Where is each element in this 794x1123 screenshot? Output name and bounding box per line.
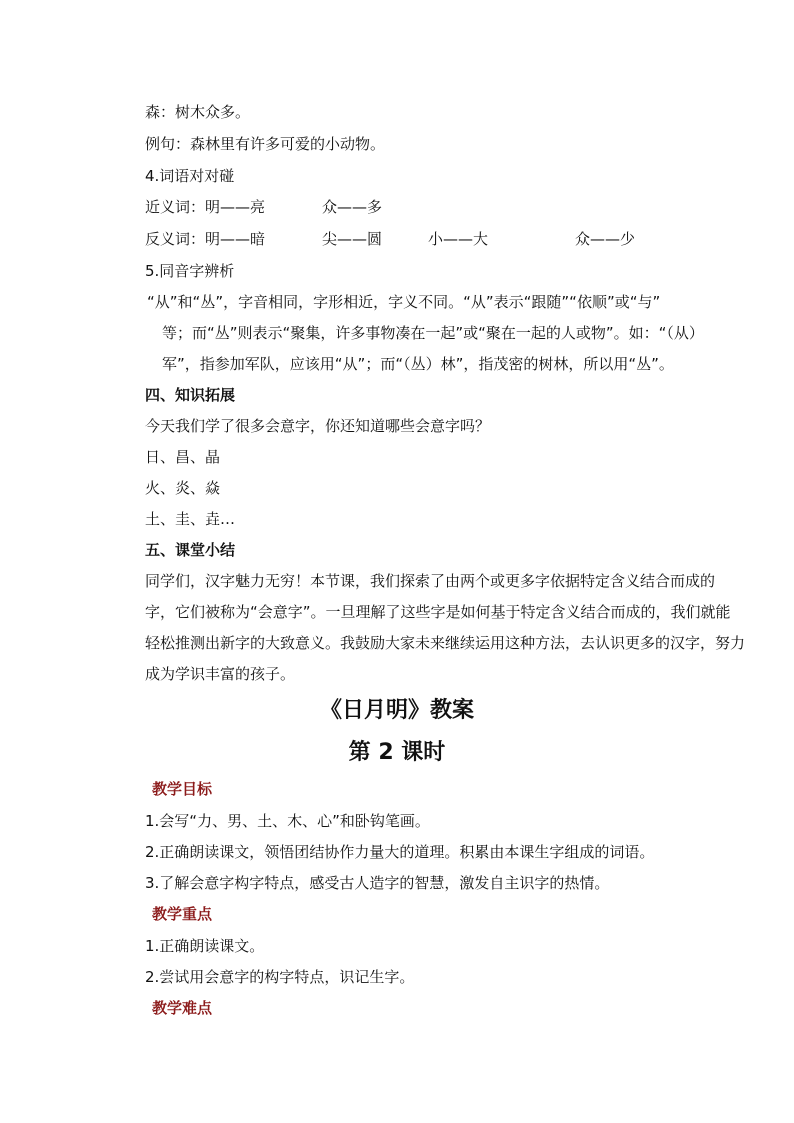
example-sentence: 例句：森林里有许多可爱的小动物。: [145, 135, 386, 153]
extension-example-1: 日、昌、晶: [145, 448, 221, 466]
extension-example-3: 土、圭、垚…: [145, 510, 236, 528]
summary-line4: 成为学识丰富的孩子。: [145, 665, 296, 683]
homophone-paragraph-line1: “从”和“丛”，字音相同，字形相近，字义不同。“从”表示“跟随”“依顺”或“与”: [147, 293, 661, 311]
summary-line1: 同学们，汉字魅力无穷！本节课，我们探索了由两个或更多字依据特定含义结合而成的: [145, 572, 716, 590]
goal-1: 1.会写“力、男、土、木、心”和卧钩笔画。: [145, 812, 430, 830]
homophone-paragraph-line3: 军”，指参加军队，应该用“从”；而“（丛）林”，指茂密的树林，所以用“丛”。: [162, 355, 674, 373]
antonym-1: 反义词：明——暗: [145, 230, 266, 248]
summary-line2: 字，它们被称为“会意字”。一旦理解了这些字是如何基于特定含义结合而成的，我们就能: [145, 603, 731, 621]
heading-summary: 五、课堂小结: [145, 541, 236, 559]
heading-word-pairs: 4.词语对对碰: [145, 167, 235, 185]
sen-definition: 森：树木众多。: [145, 103, 251, 121]
antonym-4: 众——少: [575, 230, 636, 248]
antonym-3: 小——大: [428, 230, 489, 248]
heading-teaching-goals: 教学目标: [152, 780, 213, 798]
goal-3: 3.了解会意字构字特点，感受古人造字的智慧，激发自主识字的热情。: [145, 874, 610, 892]
key-point-1: 1.正确朗读课文。: [145, 937, 265, 955]
goal-2: 2.正确朗读课文，领悟团结协作力量大的道理。积累由本课生字组成的词语。: [145, 843, 655, 861]
key-point-2: 2.尝试用会意字的构字特点，识记生字。: [145, 968, 415, 986]
extension-example-2: 火、炎、焱: [145, 479, 221, 497]
summary-line3: 轻松推测出新字的大致意义。我鼓励大家未来继续运用这种方法，去认识更多的汉字，努力: [145, 634, 746, 652]
heading-difficulties: 教学难点: [152, 999, 213, 1017]
synonym-row: [145, 197, 764, 217]
synonym-2: 众——多: [322, 198, 383, 216]
antonym-row: [145, 229, 764, 249]
heading-key-points: 教学重点: [152, 905, 213, 923]
antonym-2: 尖——圆: [322, 230, 383, 248]
extension-question: 今天我们学了很多会意字，你还知道哪些会意字吗？: [145, 417, 491, 435]
heading-homophones: 5.同音字辨析: [145, 262, 235, 280]
page-subtitle: 第 2 课时: [348, 740, 446, 765]
homophone-paragraph-line2: 等；而“丛”则表示“聚集，许多事物凑在一起”或“聚在一起的人或物”。如：“（从）: [162, 324, 704, 342]
page-title: 《日月明》教案: [319, 698, 474, 723]
heading-knowledge-extension: 四、知识拓展: [145, 386, 236, 404]
synonym-1: 近义词：明——亮: [145, 198, 266, 216]
